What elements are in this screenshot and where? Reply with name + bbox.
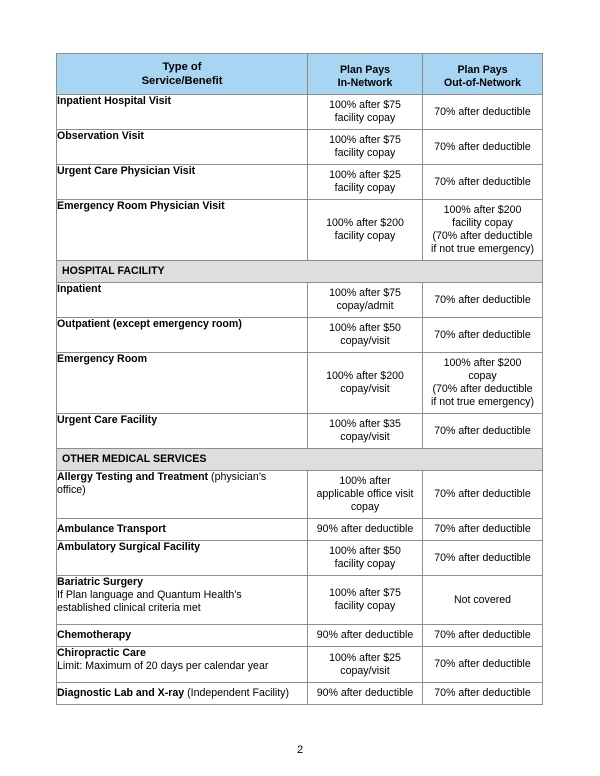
service-name: Emergency Room Physician Visit <box>57 200 308 261</box>
out-network-value: 70% after deductible <box>423 165 543 200</box>
service-name: Allergy Testing and Treatment (physician’s office) <box>57 471 308 519</box>
out-network-value: 70% after deductible <box>423 471 543 519</box>
in-network-value: 100% after $75 facility copay <box>308 95 423 130</box>
in-network-value: 100% after $35 copay/visit <box>308 414 423 449</box>
table-row <box>57 130 543 165</box>
benefits-table <box>56 53 543 705</box>
table-row <box>57 576 543 625</box>
out-network-value: 100% after $200 copay (70% after deductible if not true emergency) <box>423 353 543 414</box>
in-network-value: 100% after $50 copay/visit <box>308 318 423 353</box>
table-row <box>57 647 543 683</box>
service-name: Emergency Room <box>57 353 308 414</box>
out-network-value: 70% after deductible <box>423 318 543 353</box>
table-row <box>57 541 543 576</box>
out-network-value: 70% after deductible <box>423 283 543 318</box>
in-network-value: 100% after applicable office visit copay <box>308 471 423 519</box>
service-name: Urgent Care Physician Visit <box>57 165 308 200</box>
service-name: Observation Visit <box>57 130 308 165</box>
in-network-value: 100% after $75 facility copay <box>308 130 423 165</box>
section-hospital-facility: HOSPITAL FACILITY <box>57 261 543 283</box>
service-name: Inpatient Hospital Visit <box>57 95 308 130</box>
in-network-value: 100% after $75 copay/admit <box>308 283 423 318</box>
in-network-value: 90% after deductible <box>308 625 423 647</box>
service-name: Bariatric Surgery If Plan language and Quantum Health’s established clinical criteria met <box>57 576 308 625</box>
in-network-value: 100% after $25 copay/visit <box>308 647 423 683</box>
out-network-value: 70% after deductible <box>423 95 543 130</box>
out-network-value: 70% after deductible <box>423 130 543 165</box>
section-row <box>57 261 543 283</box>
header-service-benefit: Type of Service/Benefit <box>57 54 308 95</box>
service-name: Chemotherapy <box>57 625 308 647</box>
in-network-value: 100% after $25 facility copay <box>308 165 423 200</box>
table-row <box>57 471 543 519</box>
in-network-value: 100% after $200 copay/visit <box>308 353 423 414</box>
page-number: 2 <box>296 744 304 756</box>
out-network-value: 70% after deductible <box>423 519 543 541</box>
table-row <box>57 318 543 353</box>
header-in-network: Plan Pays In-Network <box>308 54 423 95</box>
out-network-value: 70% after deductible <box>423 647 543 683</box>
in-network-value: 90% after deductible <box>308 519 423 541</box>
in-network-value: 90% after deductible <box>308 683 423 705</box>
table-row <box>57 353 543 414</box>
out-network-value: 70% after deductible <box>423 541 543 576</box>
in-network-value: 100% after $50 facility copay <box>308 541 423 576</box>
table-row <box>57 625 543 647</box>
section-row <box>57 449 543 471</box>
service-name: Inpatient <box>57 283 308 318</box>
table-row <box>57 95 543 130</box>
table-row <box>57 200 543 261</box>
table-row <box>57 283 543 318</box>
service-name: Ambulance Transport <box>57 519 308 541</box>
table-row <box>57 165 543 200</box>
section-other-medical-services: OTHER MEDICAL SERVICES <box>57 449 543 471</box>
in-network-value: 100% after $200 facility copay <box>308 200 423 261</box>
in-network-value: 100% after $75 facility copay <box>308 576 423 625</box>
out-network-value: Not covered <box>423 576 543 625</box>
service-name: Ambulatory Surgical Facility <box>57 541 308 576</box>
out-network-value: 70% after deductible <box>423 683 543 705</box>
service-name: Diagnostic Lab and X-ray (Independent Facility) <box>57 683 308 705</box>
table-row <box>57 519 543 541</box>
out-network-value: 70% after deductible <box>423 625 543 647</box>
table-row <box>57 414 543 449</box>
out-network-value: 100% after $200 facility copay (70% after deductible if not true emergency) <box>423 200 543 261</box>
service-name: Urgent Care Facility <box>57 414 308 449</box>
service-name: Outpatient (except emergency room) <box>57 318 308 353</box>
header-out-of-network: Plan Pays Out-of-Network <box>423 54 543 95</box>
table-header <box>57 54 543 95</box>
table-row <box>57 683 543 705</box>
service-name: Chiropractic Care Limit: Maximum of 20 days per calendar year <box>57 647 308 683</box>
out-network-value: 70% after deductible <box>423 414 543 449</box>
